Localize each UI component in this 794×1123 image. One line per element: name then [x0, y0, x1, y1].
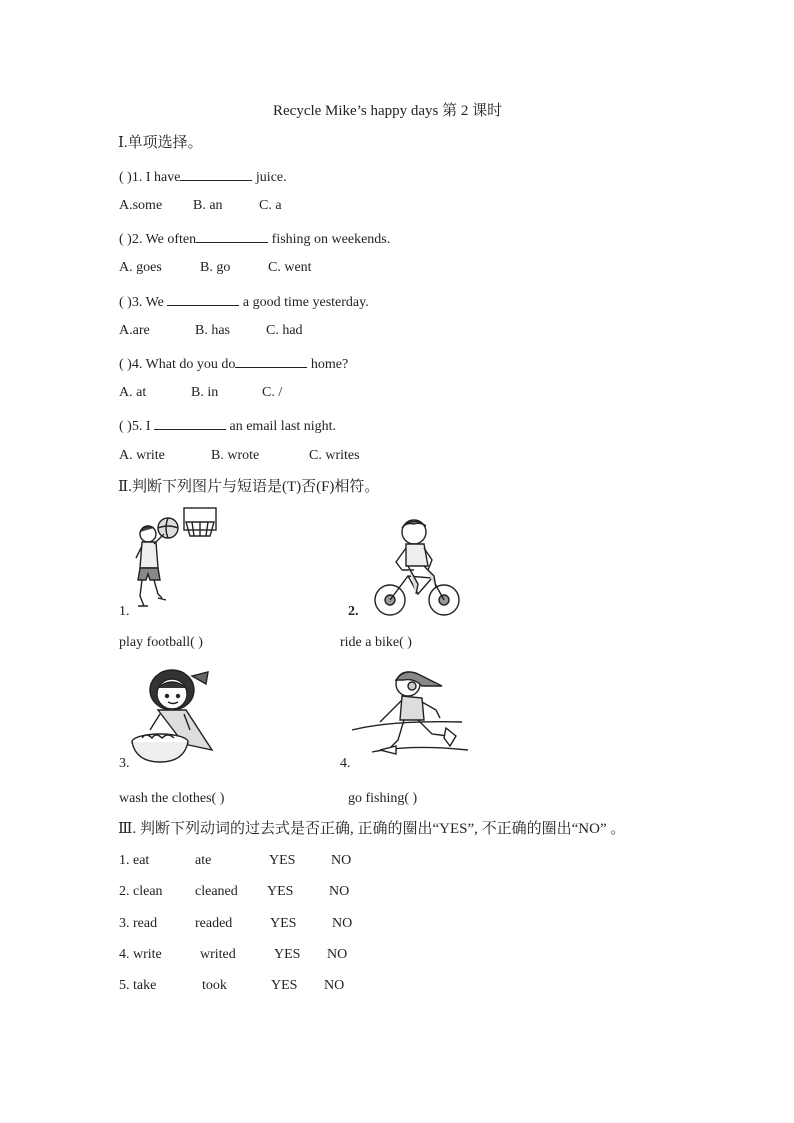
question-stem-end: an email last night.	[226, 419, 337, 434]
yes-choice[interactable]: YES	[270, 916, 297, 931]
picture-4-number: 4.	[340, 756, 351, 771]
question-4	[119, 353, 348, 374]
no-choice[interactable]: NO	[332, 916, 353, 931]
option-b: B. has	[195, 323, 230, 338]
answer-paren[interactable]: ( )	[119, 295, 132, 310]
yes-choice[interactable]: YES	[274, 947, 301, 962]
question-1	[119, 166, 287, 187]
past-form: cleaned	[195, 884, 238, 899]
picture-2-phrase[interactable]: ride a bike( )	[340, 635, 412, 650]
answer-blank[interactable]	[196, 228, 268, 243]
yes-choice[interactable]: YES	[271, 978, 298, 993]
boy-riding-bike-icon	[372, 514, 464, 618]
answer-paren[interactable]: ( )	[119, 232, 132, 247]
yes-choice[interactable]: YES	[269, 853, 296, 868]
question-stem: 1. I have	[131, 170, 181, 185]
answer-paren[interactable]: ( )	[119, 170, 132, 185]
answer-paren[interactable]: ( )	[119, 419, 132, 434]
question-stem-end: juice.	[252, 170, 287, 185]
no-choice[interactable]: NO	[327, 947, 348, 962]
answer-blank[interactable]	[180, 166, 252, 181]
girl-running-icon	[352, 664, 468, 770]
verb: 3. read	[119, 916, 158, 931]
verb-row-2	[119, 883, 419, 901]
question-stem-end: home?	[307, 357, 349, 372]
option-b: B. an	[193, 198, 223, 213]
section-1-heading: Ⅰ.单项选择。	[118, 135, 203, 151]
option-c: C. a	[259, 198, 282, 213]
option-c: C. went	[268, 260, 312, 275]
yes-choice[interactable]: YES	[267, 884, 294, 899]
no-choice[interactable]: NO	[329, 884, 350, 899]
page-title: Recycle Mike’s happy days 第 2 课时	[273, 103, 503, 119]
question-stem: 5. I	[131, 419, 154, 434]
verb: 5. take	[119, 978, 157, 993]
option-c: C. /	[262, 385, 283, 400]
picture-4-phrase[interactable]: go fishing( )	[348, 791, 418, 806]
picture-3-number: 3.	[119, 756, 130, 771]
option-a: A. at	[119, 385, 147, 400]
past-form: took	[202, 978, 227, 993]
question-5	[119, 415, 336, 436]
section-2-heading: Ⅱ.判断下列图片与短语是(T)否(F)相符。	[118, 479, 380, 495]
option-c: C. had	[266, 323, 303, 338]
answer-blank[interactable]	[154, 415, 226, 430]
picture-1-number: 1.	[119, 604, 130, 619]
question-3	[119, 291, 369, 312]
question-stem: 4. What do you do	[131, 357, 236, 372]
past-form: readed	[195, 916, 233, 931]
picture-1-phrase[interactable]: play football( )	[119, 635, 203, 650]
picture-2-number: 2.	[348, 604, 359, 619]
verb-row-1	[119, 852, 419, 870]
answer-blank[interactable]	[235, 353, 307, 368]
option-a: A.are	[119, 323, 150, 338]
question-stem: 3. We	[131, 295, 168, 310]
basketball-player-icon	[128, 506, 220, 610]
option-b: B. go	[200, 260, 231, 275]
answer-paren[interactable]: ( )	[119, 357, 132, 372]
option-a: A. goes	[119, 260, 162, 275]
option-b: B. wrote	[211, 448, 260, 463]
option-b: B. in	[191, 385, 219, 400]
no-choice[interactable]: NO	[331, 853, 352, 868]
question-stem: 2. We often	[131, 232, 197, 247]
answer-blank[interactable]	[167, 291, 239, 306]
verb: 4. write	[119, 947, 162, 962]
option-a: A.some	[119, 198, 163, 213]
question-stem-end: a good time yesterday.	[239, 295, 369, 310]
verb-row-4	[119, 946, 419, 964]
verb-row-3	[119, 915, 419, 933]
past-form: ate	[195, 853, 212, 868]
no-choice[interactable]: NO	[324, 978, 345, 993]
verb-row-5	[119, 977, 419, 995]
verb: 1. eat	[119, 853, 150, 868]
option-a: A. write	[119, 448, 165, 463]
section-3-heading: Ⅲ. 判断下列动词的过去式是否正确, 正确的圈出“YES”, 不正确的圈出“NO” 。	[118, 821, 626, 837]
past-form: writed	[200, 947, 236, 962]
option-c: C. writes	[309, 448, 360, 463]
girl-washing-clothes-icon	[128, 666, 220, 766]
picture-3-phrase[interactable]: wash the clothes( )	[119, 791, 225, 806]
verb: 2. clean	[119, 884, 163, 899]
question-stem-end: fishing on weekends.	[268, 232, 391, 247]
question-2	[119, 228, 390, 249]
